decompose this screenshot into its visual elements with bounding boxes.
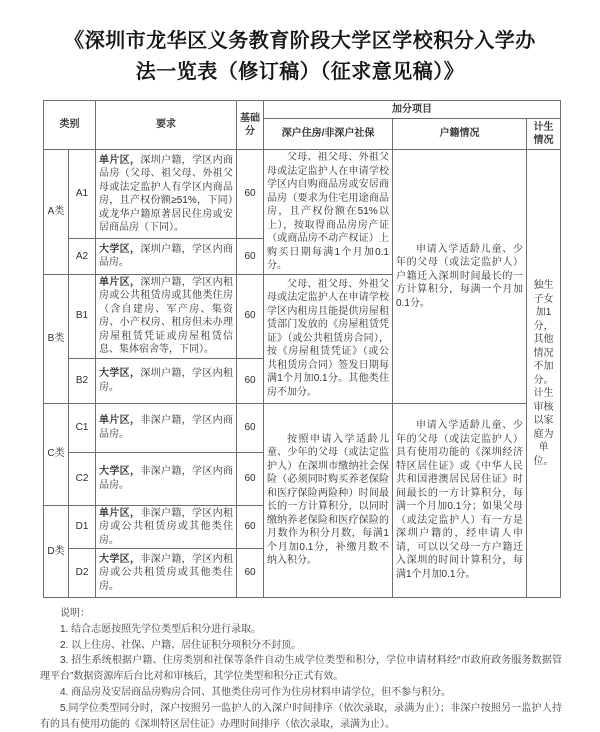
table-row-a1 — [44, 150, 561, 239]
requirement-text: 非深户籍，学区内商品房。 — [99, 466, 234, 491]
requirement-lead: 大学区， — [99, 466, 141, 477]
header-bonus-housing: 深户住房/非深户社保 — [264, 119, 393, 150]
requirement-cell — [96, 549, 237, 598]
note-item-1: 1. 结合志愿按照先学位类型后积分进行录取。 — [60, 623, 262, 635]
note-item-5: 5.同学位类型同分时，深户按照另一监护人的入深户时间排序（依次录取，录满为止）；非深户按照另一监护人持有的具有使用功能的《深圳特区居住证》办理时间排序（依次录取，录满为止）。 — [40, 702, 562, 730]
admission-points-table — [43, 100, 561, 598]
header-bonus-family-planning: 计生情况 — [527, 119, 561, 150]
notes-label: 说明： — [60, 608, 90, 619]
category-cell-d: D类 — [44, 505, 69, 598]
requirement-lead: 单片区， — [99, 154, 141, 166]
header-requirement: 要求 — [96, 101, 237, 150]
requirement-lead: 大学区， — [99, 553, 141, 565]
requirement-lead: 大学区， — [99, 243, 141, 255]
requirement-text: 深圳户籍，学区内租房。 — [99, 368, 234, 393]
requirement-cell — [96, 452, 237, 505]
requirement-lead: 单片区， — [99, 415, 141, 426]
header-category: 类别 — [44, 101, 96, 150]
requirement-lead: 单片区， — [99, 507, 141, 519]
requirement-lead: 单片区， — [99, 276, 141, 288]
base-score-cell: 60 — [237, 403, 264, 452]
notes-section — [40, 606, 562, 732]
type-code-cell: C2 — [69, 452, 96, 505]
requirement-cell — [96, 358, 237, 403]
type-code-cell: D2 — [69, 549, 96, 598]
requirement-text: 深圳户籍，学区内商品房（父母、祖父母、外祖父母或法定监护人有学区内商品房，且产权份额≥51%，下同）或龙华户籍原著居民住房或安居商品房（下同）。 — [99, 154, 234, 234]
table-row-c1 — [44, 403, 561, 452]
category-cell-b: B类 — [44, 274, 69, 403]
requirement-cell — [96, 239, 237, 274]
type-code-cell: B2 — [69, 358, 96, 403]
header-base-score: 基础分 — [237, 101, 264, 150]
type-code-cell: B1 — [69, 274, 96, 358]
header-bonus-hukou: 户籍情况 — [393, 119, 527, 150]
type-code-cell: A1 — [69, 150, 96, 239]
note-item-3: 3. 招生系统根据户籍、住房类别和社保等条件自动生成学位类型和积分，学位申请材料经“市政府政务服务数据管理平台”数据资源库后台比对和审核后，其学位类型和积分正式有效。 — [40, 655, 562, 683]
base-score-cell: 60 — [237, 549, 264, 598]
bonus-social-cell-cd: 按照申请入学适龄儿童、少年的父母（或法定监护人）在深圳市缴纳社会保险（必须同时购买养老保险和医疗保险两险种）时间最长的一方计算积分，以同时缴纳养老保险和医疗保险的月数作为积分月数，每满1个月加0.1分，补缴月数不纳入积分。 — [264, 403, 393, 598]
type-code-cell: D1 — [69, 505, 96, 549]
bonus-hukou-cell-cd: 申请入学适龄儿童、少年的父母（或法定监护人）具有使用功能的《深圳经济特区居住证》或《中华人民共和国港澳居民居住证》时间最长的一方计算积分，每满一个月加0.1分；如果父母（或法定监护人）有一方是深圳户籍的，经申请人申请，可以以父母一方户籍迁入深圳的时间计算积分，每满1个月加0.1分。 — [393, 403, 527, 598]
base-score-cell: 60 — [237, 239, 264, 274]
base-score-cell: 60 — [237, 274, 264, 358]
requirement-text: 深圳户籍，学区内商品房。 — [99, 243, 234, 269]
requirement-cell — [96, 274, 237, 358]
header-row-1 — [44, 101, 561, 119]
base-score-cell: 60 — [237, 452, 264, 505]
bonus-hukou-cell-ab: 申请入学适龄儿童、少年的父母（或法定监护人）户籍迁入深圳时间最长的一方计算积分，每满一个月加0.1分。 — [393, 150, 527, 404]
category-cell-a: A类 — [44, 150, 69, 275]
bonus-housing-cell-a: 父母、祖父母、外祖父母或法定监护人在申请学校学区内自购商品房或安居商品房（要求为住宅用途商品房，且产权份额在51%以上），按取得商品房房产证（或商品房不动产权证）上购买日期每满1个月加0.1分。 — [264, 150, 393, 275]
type-code-cell: A2 — [69, 239, 96, 274]
note-item-4: 4. 商品房及安居商品房购房合同、其他类住房可作为住房材料申请学位，但不参与积分。 — [60, 686, 452, 698]
requirement-cell — [96, 150, 237, 239]
family-planning-cell: 独生子女加1分，其他情况不加分。计生审核以家庭为单位。 — [527, 150, 561, 598]
type-code-cell: C1 — [69, 403, 96, 452]
category-cell-c: C类 — [44, 403, 69, 505]
note-item-2: 2. 以上住房、社保、户籍、居住证积分项积分不封顶。 — [60, 639, 302, 651]
title-line-1: 《深圳市龙华区义务教育阶段大学区学校积分入学办 — [64, 30, 536, 52]
base-score-cell: 60 — [237, 358, 264, 403]
header-bonus-group: 加分项目 — [264, 101, 561, 119]
requirement-text: 深圳户籍，学区内租房或公共租赁房或其他类住房（含自建房、军产房、集资房、小产权房、租房但未办理房屋租赁凭证或房屋租赁信息、集体宿舍等，下同）。 — [99, 276, 234, 355]
bonus-housing-cell-b: 父母、祖父母、外祖父母或法定监护人在申请学校学区内租房且能提供房屋租赁部门发放的《房屋租赁凭证》（或公共租赁房合同），按《房屋租赁凭证》（或公共租赁房合同）签发日期每满1个月加0.1分。其他类住房不加分。 — [264, 274, 393, 403]
requirement-text: 非深户籍，学区内租房或公共租赁房或其他类住房。 — [99, 507, 234, 546]
requirement-cell — [96, 403, 237, 452]
title-line-2: 法一览表（修订稿）（征求意见稿）》 — [135, 61, 465, 83]
requirement-text: 非深户籍，学区内商品房。 — [99, 415, 234, 440]
table-body — [44, 150, 561, 598]
table-header — [44, 101, 561, 150]
requirement-text: 非深户籍，学区内租房或公共租赁房或其他类住房。 — [99, 553, 234, 592]
base-score-cell: 60 — [237, 150, 264, 239]
base-score-cell: 60 — [237, 505, 264, 549]
document-title — [40, 26, 560, 88]
requirement-cell — [96, 505, 237, 549]
requirement-lead: 大学区， — [99, 368, 141, 379]
